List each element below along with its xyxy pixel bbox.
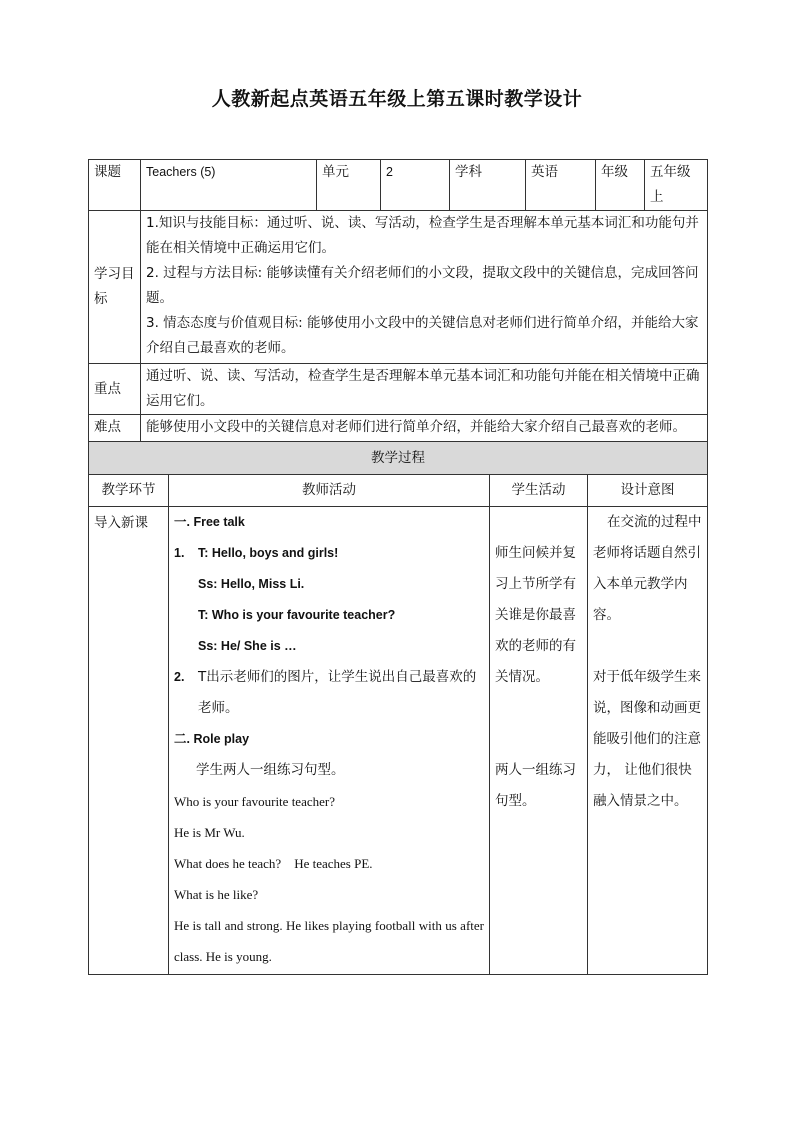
process-title: 教学过程 [89, 442, 708, 475]
sentence-4: What is he like? [174, 887, 259, 902]
section-free-talk: 一. Free talk [174, 515, 245, 529]
header-design: 设计意图 [588, 475, 708, 507]
stage-cell: 导入新课 [89, 507, 169, 975]
difficulties-label: 难点 [89, 415, 141, 442]
objective-item-1: 1.知识与技能目标：通过听、说、读、写活动，检查学生是否理解本单元基本词汇和功能句并能在相关情境中正确运用它们。 [146, 215, 699, 256]
sentence-5: He is tall and strong. He likes playing football with us after class. He is young. [174, 918, 484, 964]
item-number-2: 2. [174, 670, 185, 684]
design-intent [588, 507, 708, 975]
section-role-play: 二. Role play [174, 732, 250, 746]
teacher-picture-task: T出示老师们的图片，让学生说出自己最喜欢的老师。 [198, 669, 477, 716]
dialog-ss-hello: Ss: Hello, Miss Li. [198, 577, 305, 591]
header-teacher: 教师活动 [169, 475, 490, 507]
header-stage: 教学环节 [89, 475, 169, 507]
topic-value: Teachers (5) [141, 160, 317, 211]
key-points-text: 通过听、说、读、写活动，检查学生是否理解本单元基本词汇和功能句并能在相关情境中正确运用它们。 [141, 364, 708, 415]
student-activity-1: 师生问候并复习上节所学有关谁是你最喜欢的老师的有关情况。 [495, 545, 576, 685]
unit-label: 单元 [317, 160, 381, 211]
dialog-ss-answer: Ss: He/ She is … [198, 639, 297, 653]
subject-label: 学科 [450, 160, 526, 211]
process-table [88, 441, 708, 975]
sentence-2: He is Mr Wu. [174, 825, 245, 840]
item-number-1: 1. [174, 546, 185, 560]
page-title: 人教新起点英语五年级上第五课时教学设计 [211, 88, 583, 110]
unit-value: 2 [381, 160, 450, 211]
header-student: 学生活动 [490, 475, 588, 507]
teacher-activity [169, 507, 490, 975]
objectives-label: 学习目标 [89, 211, 141, 364]
subject-value: 英语 [526, 160, 596, 211]
sentence-3: What does he teach? He teaches PE. [174, 856, 373, 871]
dialog-t-hello: T: Hello, boys and girls! [198, 546, 339, 560]
objectives-content [141, 211, 708, 364]
student-activity [490, 507, 588, 975]
objective-item-3: 3. 情态态度与价值观目标: 能够使用小文段中的关键信息对老师们进行简单介绍，并能给大家介绍自己最喜欢的老师。 [146, 315, 699, 356]
grade-value: 五年级上 [645, 160, 708, 211]
difficulties-text: 能够使用小文段中的关键信息对老师们进行简单介绍，并能给大家介绍自己最喜欢的老师。 [141, 415, 708, 442]
topic-label: 课题 [89, 160, 141, 211]
student-activity-2: 两人一组练习句型。 [495, 762, 576, 809]
grade-label: 年级 [596, 160, 645, 211]
design-intent-2: 对于低年级学生来说，图像和动画更能吸引他们的注意力， 让他们很快融入情景之中。 [593, 669, 701, 809]
design-intent-1: 在交流的过程中老师将话题自然引入本单元教学内容。 [593, 514, 702, 623]
info-table [88, 159, 708, 442]
sentence-1: Who is your favourite teacher? [174, 794, 335, 809]
key-points-label: 重点 [89, 364, 141, 415]
role-play-intro: 学生两人一组练习句型。 [196, 762, 345, 778]
dialog-t-question: T: Who is your favourite teacher? [198, 608, 396, 622]
objective-item-2: 2. 过程与方法目标: 能够读懂有关介绍老师们的小文段，提取文段中的关键信息，完成回答问题。 [146, 265, 699, 306]
